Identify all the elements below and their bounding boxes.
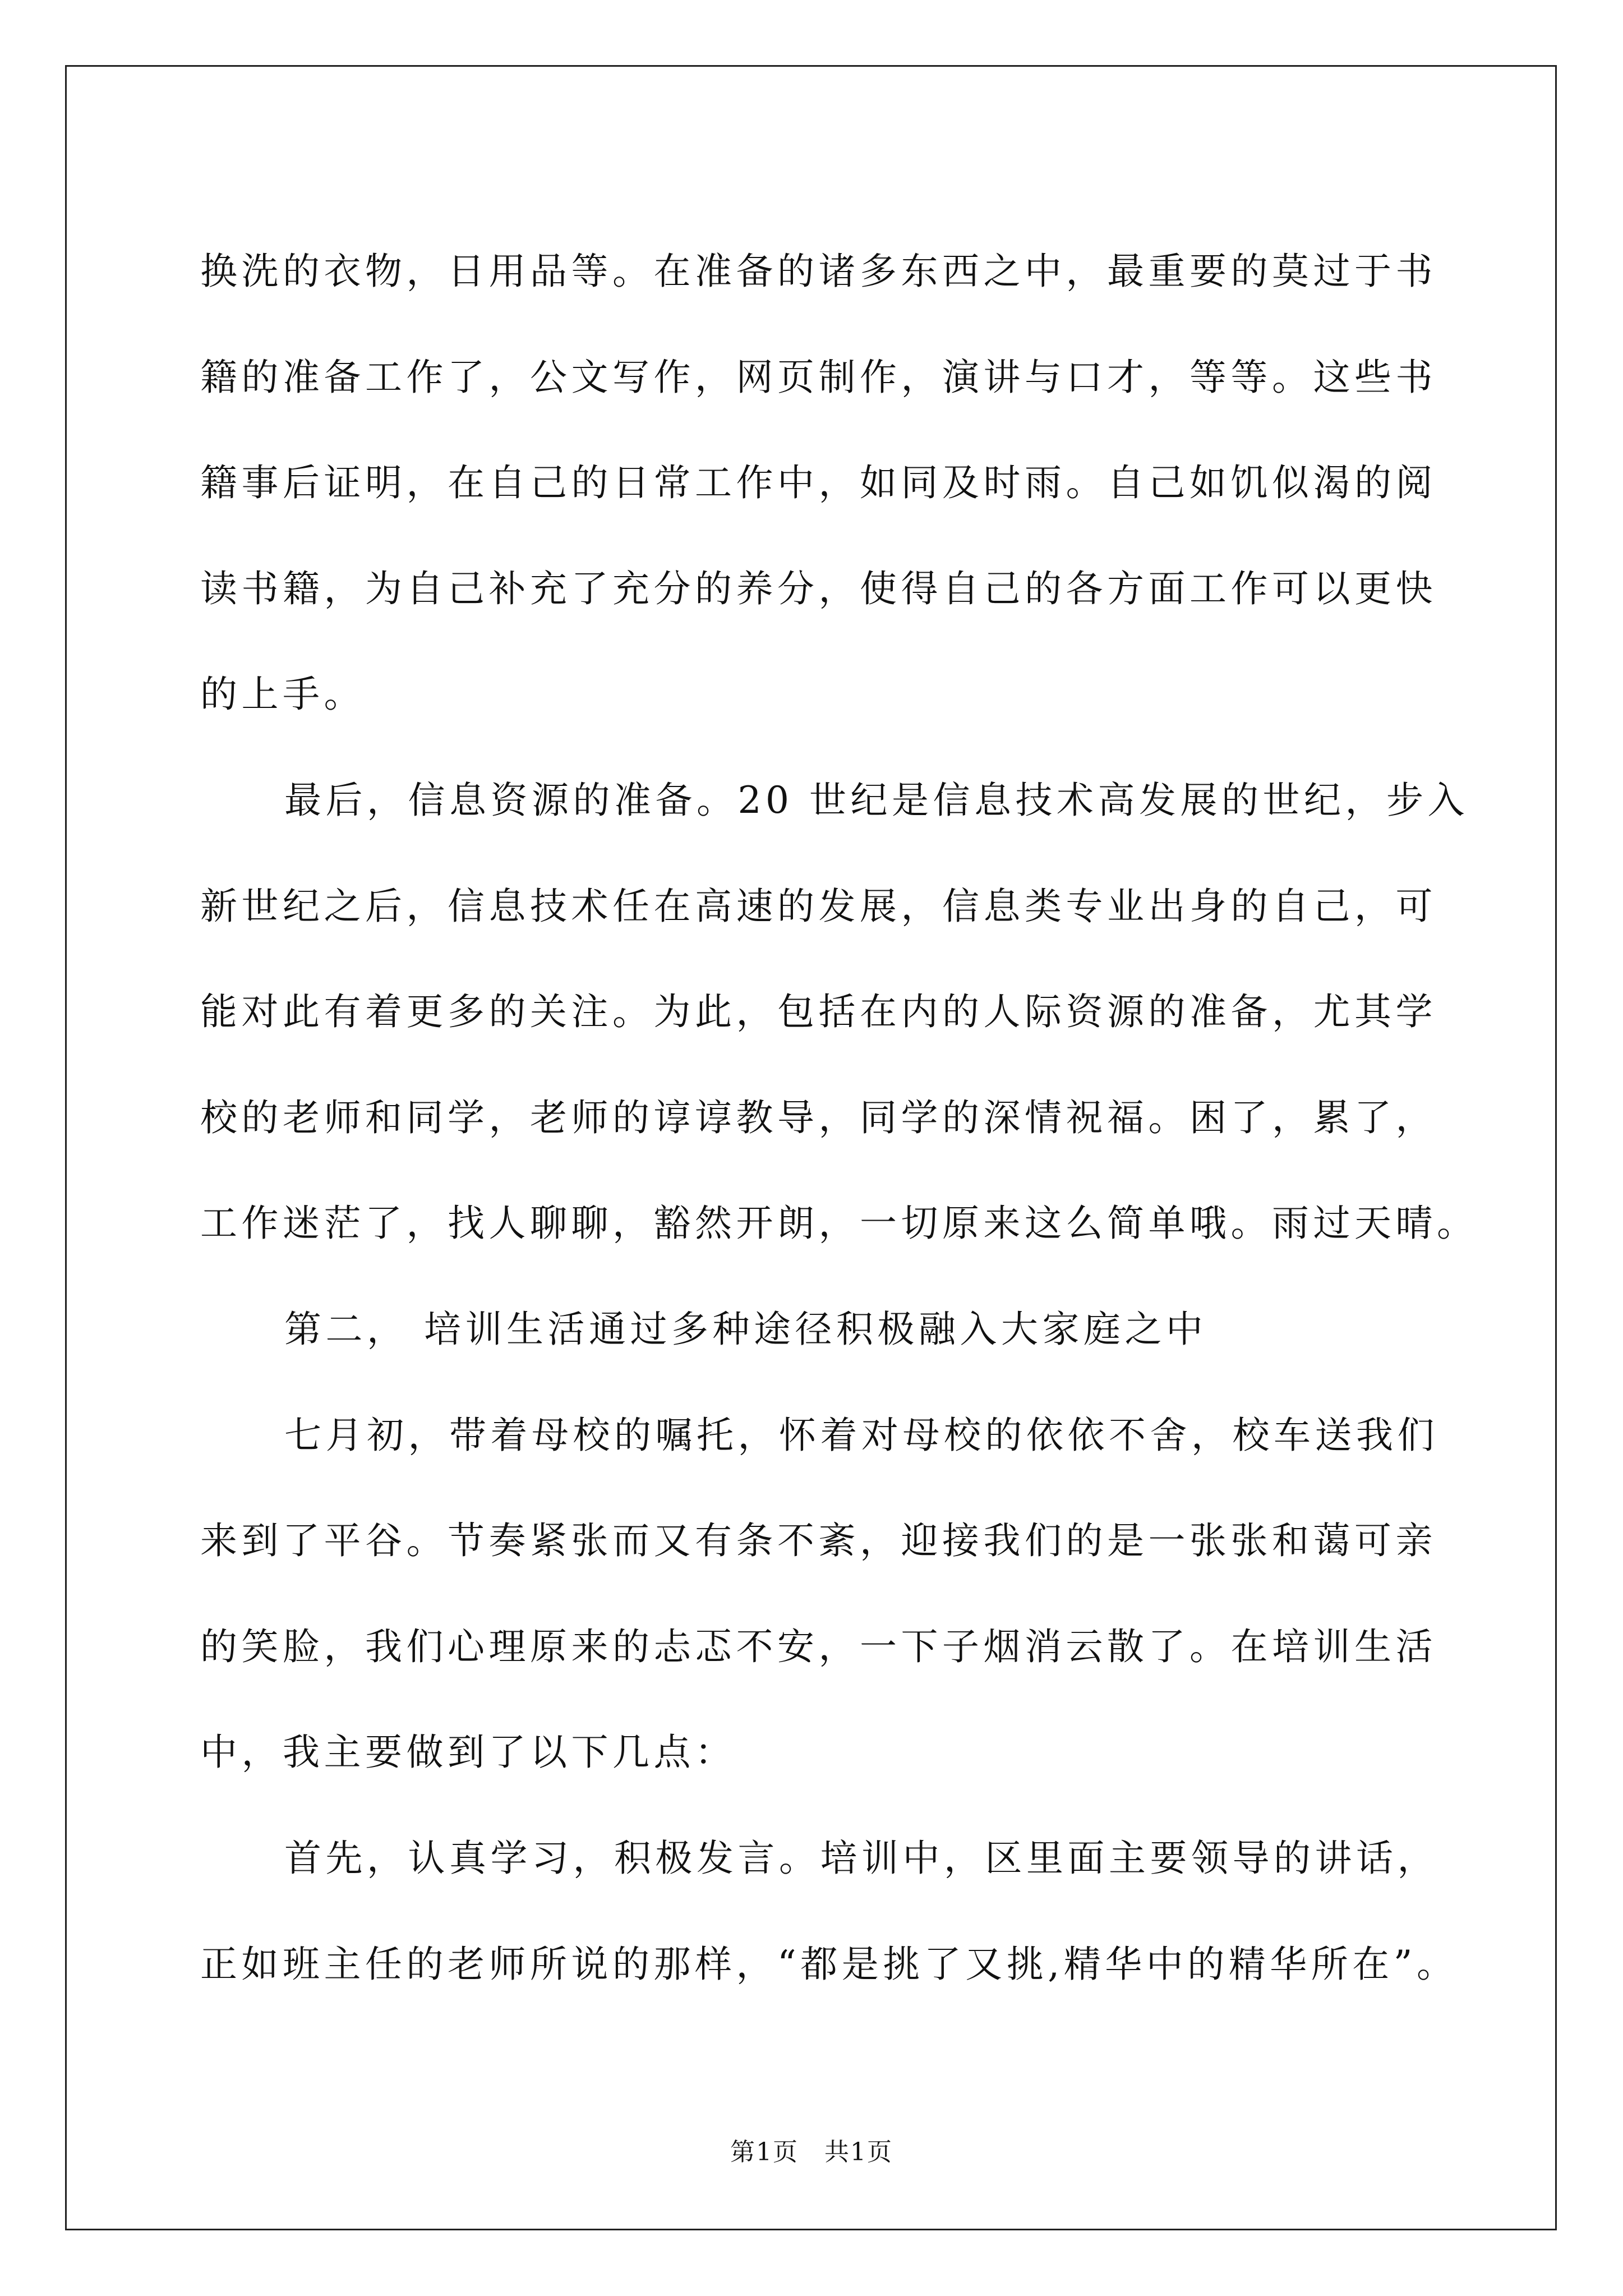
text-line: 来到了平谷。节奏紧张而又有条不紊，迎接我们的是一张张和蔼可亲 (200, 1519, 1437, 1563)
page-number-footer: 第1页 共1页 (730, 2138, 893, 2166)
paragraph-first-line: 首先，认真学习，积极发言。培训中，区里面主要领导的讲话， (284, 1836, 1438, 1880)
text-line: 新世纪之后，信息技术任在高速的发展，信息类专业出身的自己，可 (200, 884, 1437, 928)
text-line: 工作迷茫了，找人聊聊，豁然开朗，一切原来这么简单哦。雨过天晴。 (200, 1202, 1478, 1245)
text-line: 正如班主任的老师所说的那样，“都是挑了又挑,精华中的精华所在”。 (200, 1942, 1458, 1986)
document-body (200, 219, 1490, 2017)
text-line: 读书籍，为自己补充了充分的养分，使得自己的各方面工作可以更快 (200, 567, 1437, 610)
text-line: 的上手。 (200, 673, 365, 716)
text-line: 籍的准备工作了，公文写作，网页制作，演讲与口才，等等。这些书 (200, 355, 1437, 399)
text-line: 籍事后证明，在自己的日常工作中，如同及时雨。自己如饥似渴的阅 (200, 461, 1437, 505)
text-line: 的笑脸，我们心理原来的忐忑不安，一下子烟消云散了。在培训生活 (200, 1625, 1437, 1668)
paragraph-first-line: 最后，信息资源的准备。20 世纪是信息技术高发展的世纪，步入 (284, 778, 1469, 822)
text-line: 校的老师和同学，老师的谆谆教导，同学的深情祝福。困了，累了， (200, 1096, 1437, 1139)
text-line: 换洗的衣物，日用品等。在准备的诸多东西之中，最重要的莫过于书 (200, 250, 1437, 293)
paragraph-first-line: 七月初，带着母校的嘱托，怀着对母校的依依不舍，校车送我们 (284, 1413, 1438, 1457)
text-line: 中，我主要做到了以下几点： (200, 1731, 736, 1774)
section-heading: 第二， 培训生活通过多种途径积极融入大家庭之中 (284, 1307, 1207, 1351)
text-line: 能对此有着更多的关注。为此，包括在内的人际资源的准备，尤其学 (200, 990, 1437, 1034)
